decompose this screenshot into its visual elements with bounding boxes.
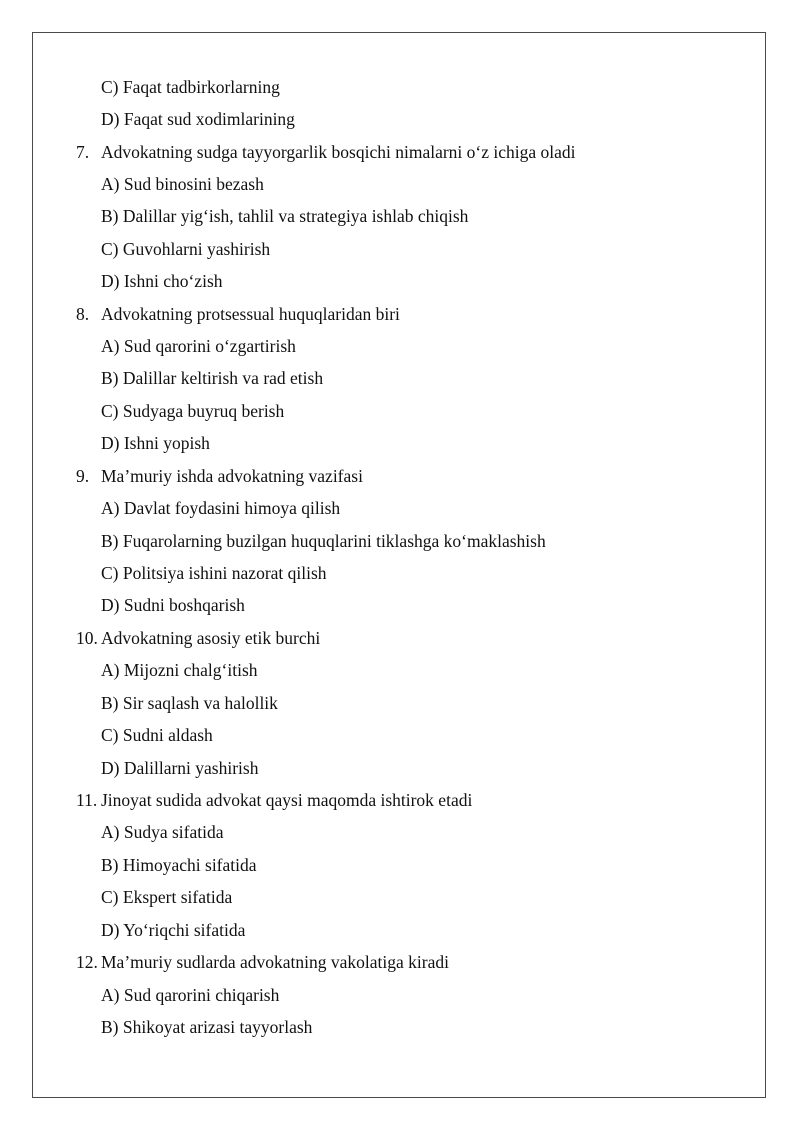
option-c: C) Sudni aldash <box>101 725 213 745</box>
option-b: B) Shikoyat arizasi tayyorlash <box>101 1017 313 1037</box>
option-c: C) Faqat tadbirkorlarning <box>101 77 280 97</box>
question-text: Ma’muriy ishda advokatning vazifasi <box>101 466 363 486</box>
question-number: 9. <box>76 466 90 486</box>
question-text: Advokatning asosiy etik burchi <box>101 628 321 648</box>
question-number: 11. <box>76 790 98 810</box>
option-d: D) Sudni boshqarish <box>101 595 245 615</box>
option-d: D) Faqat sud xodimlarining <box>101 109 295 129</box>
option-d: D) Yo‘riqchi sifatida <box>101 920 246 940</box>
question-number: 10. <box>76 628 98 648</box>
option-a: A) Sud qarorini chiqarish <box>101 985 280 1005</box>
option-b: B) Dalillar yig‘ish, tahlil va strategiya ishlab chiqish <box>101 206 469 226</box>
option-b: B) Fuqarolarning buzilgan huquqlarini tiklashga ko‘maklashish <box>101 531 546 551</box>
question-text: Advokatning protsessual huquqlaridan biri <box>101 304 400 324</box>
question-text: Jinoyat sudida advokat qaysi maqomda ishtirok etadi <box>101 790 473 810</box>
option-b: B) Himoyachi sifatida <box>101 855 257 875</box>
option-c: C) Guvohlarni yashirish <box>101 239 271 259</box>
option-a: A) Davlat foydasini himoya qilish <box>101 498 341 518</box>
question-text: Advokatning sudga tayyorgarlik bosqichi nimalarni o‘z ichiga oladi <box>101 142 576 162</box>
question-text: Ma’muriy sudlarda advokatning vakolatiga kiradi <box>101 952 449 972</box>
option-b: B) Dalillar keltirish va rad etish <box>101 368 324 388</box>
question-number: 7. <box>76 142 90 162</box>
option-d: D) Dalillarni yashirish <box>101 758 259 778</box>
option-a: A) Sudya sifatida <box>101 822 224 842</box>
option-c: C) Politsiya ishini nazorat qilish <box>101 563 327 583</box>
option-a: A) Sud qarorini o‘zgartirish <box>101 336 296 356</box>
option-c: C) Sudyaga buyruq berish <box>101 401 285 421</box>
option-d: D) Ishni yopish <box>101 433 210 453</box>
option-c: C) Ekspert sifatida <box>101 887 233 907</box>
option-a: A) Mijozni chalg‘itish <box>101 660 258 680</box>
question-number: 12. <box>76 952 98 972</box>
option-a: A) Sud binosini bezash <box>101 174 264 194</box>
question-number: 8. <box>76 304 90 324</box>
option-b: B) Sir saqlash va halollik <box>101 693 278 713</box>
option-d: D) Ishni cho‘zish <box>101 271 223 291</box>
